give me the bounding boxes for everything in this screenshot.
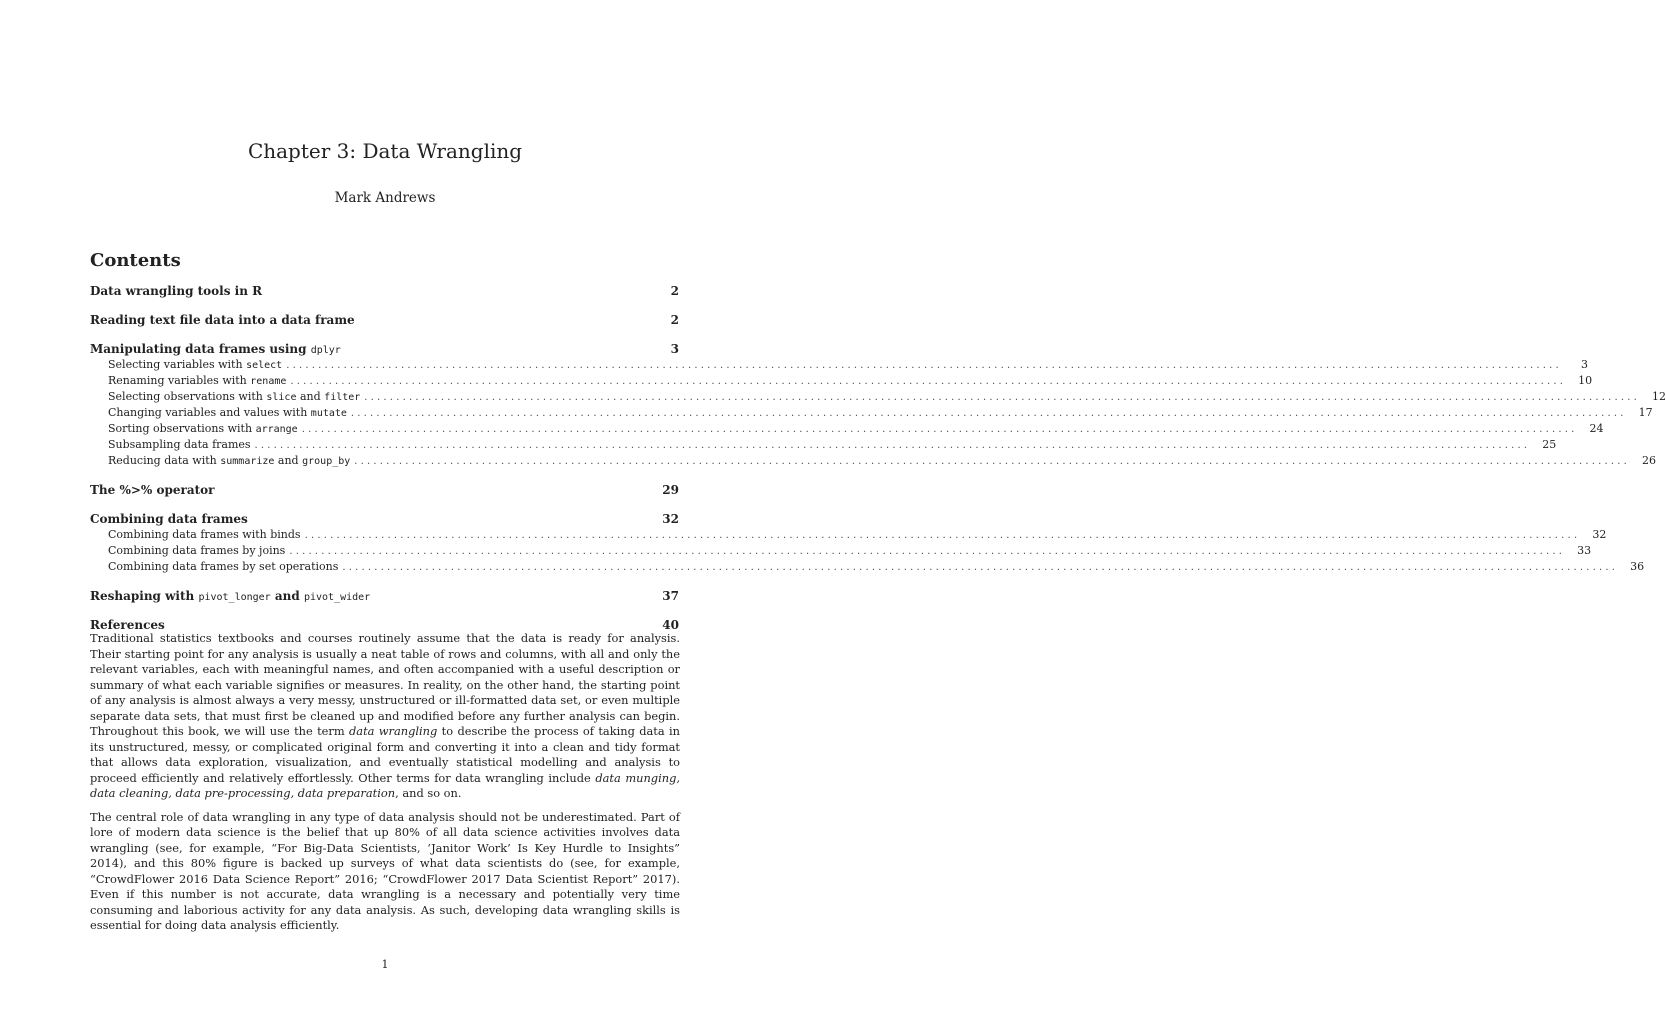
toc-subsection-label: Selecting observations with slice and filter xyxy=(108,390,361,403)
toc-subsection-binds[interactable] xyxy=(90,527,1607,543)
toc-section-label: References xyxy=(90,618,165,632)
toc-page-number: 37 xyxy=(662,589,679,603)
toc-section-label: Reshaping with pivot_longer and pivot_wider xyxy=(90,589,371,603)
toc-subsection-label: Sorting observations with arrange xyxy=(108,422,298,435)
toc-subsection-label: Reducing data with summarize and group_by xyxy=(108,454,351,467)
toc-dot-leader: ........................................................................................................................................................................................................ xyxy=(289,546,1566,557)
author-name: Mark Andrews xyxy=(334,190,436,206)
table-of-contents xyxy=(90,283,1666,633)
toc-subsection-set-operations[interactable] xyxy=(90,559,1645,575)
chapter-title: Chapter 3: Data Wrangling xyxy=(247,139,523,163)
toc-page-number: 3 xyxy=(1580,358,1588,371)
toc-section-label: The %>% operator xyxy=(90,483,215,497)
toc-subsection-select[interactable] xyxy=(90,357,1588,373)
toc-page-number: 2 xyxy=(670,284,679,298)
toc-section-label: Data wrangling tools in R xyxy=(90,284,263,298)
toc-page-number: 29 xyxy=(662,483,679,497)
toc-page-number: 32 xyxy=(1592,528,1607,541)
toc-dot-leader: ........................................................................................................................................................................................................ xyxy=(254,440,1531,451)
toc-dot-leader: ........................................................................................................................................................................................................ xyxy=(342,562,1619,573)
toc-subsection-label: Combining data frames by set operations xyxy=(108,560,339,573)
contents-heading: Contents xyxy=(90,250,181,271)
toc-page-number: 10 xyxy=(1578,374,1593,387)
paragraph-intro: Traditional statistics textbooks and courses routinely assume that the data is ready for analysis. Their starting point for any analysis is usually a neat table of rows and columns, with all and only the relevant variables, each with meaningful names, and often accompanied with a useful description or summary of what each variable signifies or measures. In reality, on the other hand, the starting point of any analysis is almost always a very messy, unstructured or ill-formatted data set, or even multiple separate data sets, that must first be cleaned up and modified before any further analysis can begin. Throughout this book, we will use the term data wrangling to describe the process of taking data in its unstructured, messy, or complicated original form and converting it into a clean and tidy format that allows data exploration, visualization, and eventually statistical modelling and analysis to proceed efficiently and relatively effortlessly. Other terms for data wrangling include data munging, data cleaning, data pre-processing, data preparation, and so on. xyxy=(90,631,680,800)
toc-dot-leader: ........................................................................................................................................................................................................ xyxy=(364,392,1641,403)
toc-subsection-label: Changing variables and values with mutate xyxy=(108,406,347,419)
toc-page-number: 26 xyxy=(1642,454,1657,467)
toc-page-number: 40 xyxy=(662,618,679,632)
toc-dot-leader: ........................................................................................................................................................................................................ xyxy=(350,408,1627,419)
toc-subsection-label: Selecting variables with select xyxy=(108,358,283,371)
toc-page-number: 32 xyxy=(662,512,679,526)
toc-subsection-subsampling[interactable] xyxy=(90,437,1557,453)
toc-section-reshaping[interactable] xyxy=(90,588,680,604)
toc-dot-leader: ........................................................................................................................................................................................................ xyxy=(286,360,1562,371)
toc-section-tools[interactable] xyxy=(90,283,680,299)
toc-dot-leader: ........................................................................................................................................................................................................ xyxy=(290,376,1567,387)
toc-dot-leader: ........................................................................................................................................................................................................ xyxy=(304,530,1581,541)
toc-subsection-rename[interactable] xyxy=(90,373,1593,389)
toc-subsection-slice-filter[interactable] xyxy=(90,389,1666,405)
toc-section-pipe-operator[interactable] xyxy=(90,482,680,498)
toc-section-label: Manipulating data frames using dplyr xyxy=(90,342,341,356)
toc-section-reading[interactable] xyxy=(90,312,680,328)
toc-dot-leader: ........................................................................................................................................................................................................ xyxy=(354,456,1631,467)
toc-subsection-mutate[interactable] xyxy=(90,405,1653,421)
toc-subsection-label: Combining data frames by joins xyxy=(108,544,286,557)
toc-dot-leader: ........................................................................................................................................................................................................ xyxy=(301,424,1578,435)
toc-page-number: 2 xyxy=(670,313,679,327)
toc-subsection-arrange[interactable] xyxy=(90,421,1604,437)
toc-subsection-label: Renaming variables with rename xyxy=(108,374,287,387)
toc-page-number: 17 xyxy=(1638,406,1653,419)
page-number: 1 xyxy=(381,958,389,971)
toc-page-number: 25 xyxy=(1542,438,1557,451)
toc-section-label: Combining data frames xyxy=(90,512,248,526)
paragraph-central-role: The central role of data wrangling in any type of data analysis should not be underestimated. Part of lore of modern data science is the belief that up 80% of all data science activities involves data wrangling (see, for example, “For Big-Data Scientists, ‘Janitor Work’ Is Key Hurdle to Insights” 2014), and this 80% figure is backed up surveys of what data scientists do (see, for example, “CrowdFlower 2016 Data Science Report” 2016; “CrowdFlower 2017 Data Scientist Report” 2017). Even if this number is not accurate, data wrangling is a necessary and potentially very time consuming and laborious activity for any data analysis. As such, developing data wrangling skills is essential for doing data analysis efficiently. xyxy=(90,809,680,932)
toc-page-number: 24 xyxy=(1589,422,1604,435)
toc-section-manipulating[interactable] xyxy=(90,341,680,357)
toc-page-number: 33 xyxy=(1577,544,1592,557)
toc-section-combining[interactable] xyxy=(90,511,680,527)
body-text xyxy=(90,631,680,942)
toc-section-label: Reading text file data into a data frame xyxy=(90,313,355,327)
toc-subsection-label: Subsampling data frames xyxy=(108,438,251,451)
toc-page-number: 3 xyxy=(670,342,679,356)
document-page xyxy=(90,0,1666,1024)
toc-page-number: 36 xyxy=(1630,560,1645,573)
toc-subsection-label: Combining data frames with binds xyxy=(108,528,301,541)
toc-subsection-summarize[interactable] xyxy=(90,453,1657,469)
toc-page-number: 12 xyxy=(1652,390,1666,403)
toc-subsection-joins[interactable] xyxy=(90,543,1592,559)
